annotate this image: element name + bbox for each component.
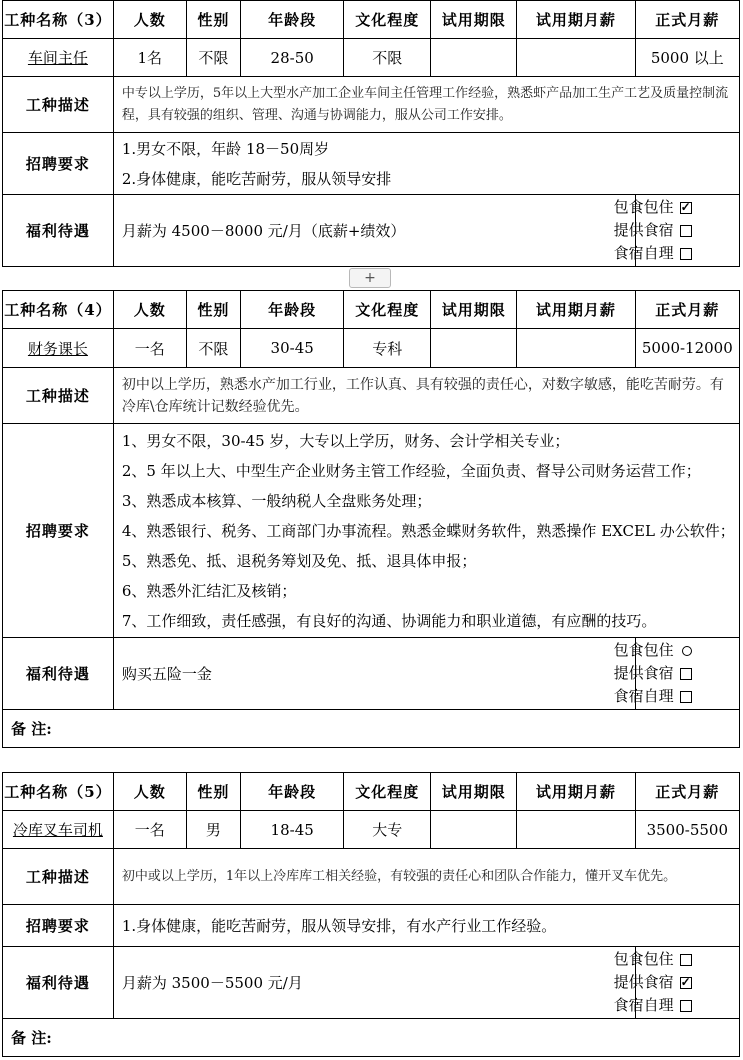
benefits-text: 月薪为 4500－8000 元/月（底薪+绩效） [113, 195, 635, 267]
job-probation-period [431, 39, 517, 77]
probation-period-header: 试用期限 [431, 773, 517, 811]
count-header: 人数 [113, 1, 186, 39]
benefit-options [613, 195, 739, 267]
job-education: 不限 [344, 39, 431, 77]
description-label: 工种描述 [3, 77, 114, 133]
job-probation-period [431, 811, 517, 849]
checkbox-icon[interactable] [680, 248, 692, 260]
benefit-option: 食宿自理 [614, 685, 735, 708]
benefit-option: 提供食宿 ✓ [614, 971, 735, 994]
salary-header: 正式月薪 [635, 773, 739, 811]
description-label: 工种描述 [3, 368, 114, 424]
requirement-item: 6、熟悉外汇结汇及核销； [121, 581, 297, 600]
benefit-options [613, 947, 739, 1019]
requirements-label: 招聘要求 [3, 133, 114, 195]
requirements-label: 招聘要求 [3, 905, 114, 947]
probation-period-header: 试用期限 [431, 291, 517, 329]
count-header: 人数 [113, 291, 186, 329]
job-title: 财务课长 [3, 329, 114, 368]
checkbox-icon[interactable] [680, 1000, 692, 1012]
requirement-item: 1、男女不限，30-45 岁，大专以上学历，财务、会计学相关专业； [121, 431, 570, 450]
job-salary: 5000 以上 [635, 39, 739, 77]
benefits-text: 购买五险一金 [113, 638, 635, 710]
probation-salary-header: 试用期月薪 [517, 773, 635, 811]
education-header: 文化程度 [344, 291, 431, 329]
job-age: 18-45 [241, 811, 344, 849]
checkbox-icon[interactable] [680, 225, 692, 237]
job-table-4 [2, 290, 740, 748]
checkbox-icon[interactable] [680, 668, 692, 680]
benefit-option: 食宿自理 [614, 994, 735, 1017]
benefit-option: 食宿自理 [614, 242, 735, 265]
requirement-item: 5、熟悉免、抵、退税务筹划及免、抵、退具体申报； [121, 551, 477, 570]
add-row-button[interactable]: + [349, 268, 391, 288]
job-count: 一名 [113, 811, 186, 849]
gender-header: 性别 [186, 1, 240, 39]
requirement-item: 7、工作细致，责任感强，有良好的沟通、协调能力和职业道德，有应酬的技巧。 [121, 611, 657, 630]
job-salary: 5000-12000 [635, 329, 739, 368]
job-table-3 [2, 0, 740, 267]
job-name-header: 工种名称（3） [3, 1, 114, 39]
benefit-option: 包食包住 [614, 948, 735, 971]
benefit-option: 包食包住 ✓ [614, 196, 735, 219]
checked-box-icon[interactable] [680, 202, 692, 214]
job-age: 28-50 [241, 39, 344, 77]
benefit-option: 提供食宿 [614, 662, 735, 685]
age-header: 年龄段 [241, 1, 344, 39]
requirement-item: 1.男女不限，年龄 18－50周岁 [121, 139, 330, 158]
job-description: 初中或以上学历，1年以上冷库库工相关经验，有较强的责任心和团队合作能力，懂开叉车优先。 [113, 849, 739, 905]
benefit-option: 提供食宿 [614, 219, 735, 242]
requirements-label: 招聘要求 [3, 424, 114, 638]
job-name-header: 工种名称（4） [3, 291, 114, 329]
gender-header: 性别 [186, 291, 240, 329]
job-probation-salary [517, 329, 635, 368]
job-description: 中专以上学历，5年以上大型水产加工企业车间主任管理工作经验，熟悉虾产品加工生产工艺及质量控制流程，具有较强的组织、管理、沟通与协调能力，服从公司工作安排。 [113, 77, 739, 133]
job-name-header: 工种名称（5） [3, 773, 114, 811]
job-requirements [113, 905, 739, 947]
age-header: 年龄段 [241, 773, 344, 811]
education-header: 文化程度 [344, 1, 431, 39]
age-header: 年龄段 [241, 291, 344, 329]
benefit-option: 包食包住 [614, 639, 735, 662]
benefits-label: 福利待遇 [3, 638, 114, 710]
requirement-item: 2、5 年以上大、中型生产企业财务主管工作经验，全面负责、督导公司财务运营工作； [121, 461, 701, 480]
benefit-options [613, 638, 739, 710]
job-education: 大专 [344, 811, 431, 849]
job-requirements [113, 133, 739, 195]
count-header: 人数 [113, 773, 186, 811]
checkbox-icon[interactable] [680, 691, 692, 703]
checkbox-icon[interactable] [680, 954, 692, 966]
benefits-text: 月薪为 3500－5500 元/月 [113, 947, 635, 1019]
job-probation-salary [517, 811, 635, 849]
job-gender: 男 [186, 811, 240, 849]
job-age: 30-45 [241, 329, 344, 368]
job-description: 初中以上学历，熟悉水产加工行业，工作认真、具有较强的责任心，对数字敏感，能吃苦耐劳。有冷库\仓库统计记数经验优先。 [113, 368, 739, 424]
probation-salary-header: 试用期月薪 [517, 291, 635, 329]
requirement-item: 4、熟悉银行、税务、工商部门办事流程。熟悉金蝶财务软件，熟悉操作 EXCEL 办公软件； [121, 521, 735, 540]
checked-box-icon[interactable] [680, 977, 692, 989]
education-header: 文化程度 [344, 773, 431, 811]
job-probation-salary [517, 39, 635, 77]
job-table-5 [2, 772, 740, 1057]
job-title: 车间主任 [3, 39, 114, 77]
remarks-row: 备 注: [3, 1019, 740, 1057]
salary-header: 正式月薪 [635, 291, 739, 329]
job-salary: 3500-5500 [635, 811, 739, 849]
job-title: 冷库叉车司机 [3, 811, 114, 849]
probation-salary-header: 试用期月薪 [517, 1, 635, 39]
job-count: 一名 [113, 329, 186, 368]
job-education: 专科 [344, 329, 431, 368]
salary-header: 正式月薪 [635, 1, 739, 39]
job-probation-period [431, 329, 517, 368]
job-gender: 不限 [186, 329, 240, 368]
benefits-label: 福利待遇 [3, 195, 114, 267]
job-requirements [113, 424, 739, 638]
requirement-item: 3、熟悉成本核算、一般纳税人全盘账务处理； [121, 491, 432, 510]
description-label: 工种描述 [3, 849, 114, 905]
requirement-item: 2.身体健康，能吃苦耐劳，服从领导安排 [121, 169, 392, 188]
job-count: 1名 [113, 39, 186, 77]
benefits-label: 福利待遇 [3, 947, 114, 1019]
job-gender: 不限 [186, 39, 240, 77]
remarks-row: 备 注: [3, 710, 740, 748]
radio-circle-icon[interactable] [682, 646, 692, 656]
requirement-item: 1.身体健康，能吃苦耐劳，服从领导安排，有水产行业工作经验。 [121, 916, 557, 935]
probation-period-header: 试用期限 [431, 1, 517, 39]
gender-header: 性别 [186, 773, 240, 811]
